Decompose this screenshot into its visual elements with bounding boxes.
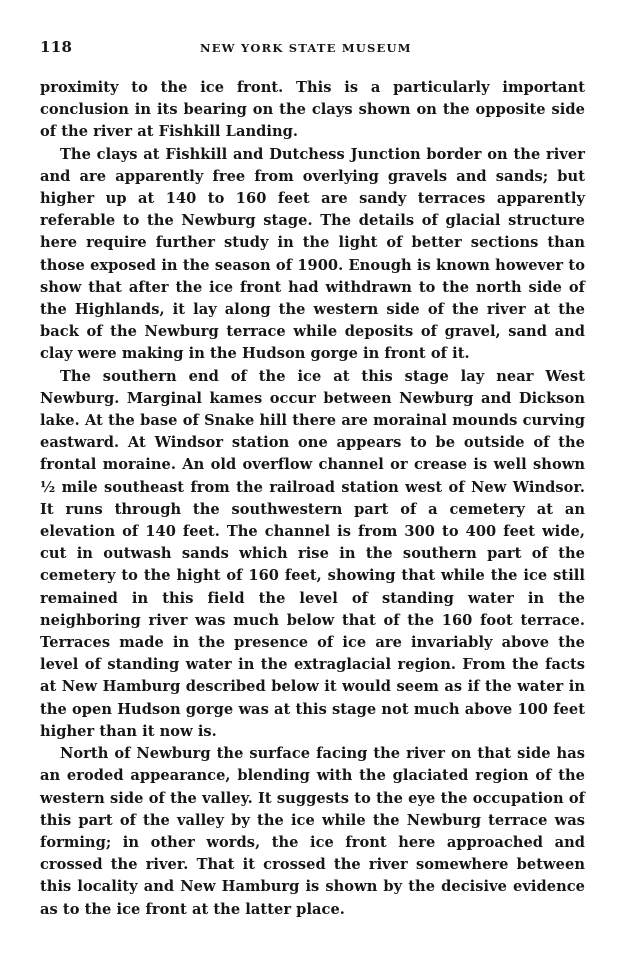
paragraph-continuation: proximity to the ice front. This is a particularly important conclusion in its bearing on the clays shown on the opposite side of the river at Fishkill Landing. <box>40 79 585 141</box>
paragraph-north-of-newburg: North of Newburg the surface facing the river on that side has an eroded appearance, blending with the glaciated region of the western side of the valley. It suggests to the eye the occupation of this part of the valley by the ice while the Newburg terrace was forming; in other words, the ice front here approached and crossed the river. That it crossed the river somewhere between this locality and New Hamburg is shown by the decisive evidence as to the ice front at the latter place. <box>40 745 585 918</box>
running-head: NEW YORK STATE MUSEUM <box>200 41 412 55</box>
page-header <box>40 38 585 62</box>
paragraph-fishkill-clays: The clays at Fishkill and Dutchess Junction border on the river and are apparently free from overlying gravels and sands; but higher up at 140 to 160 feet are sandy terraces apparently referable to the Newburg stage. The details of glacial structure here require further study in the light of better sections than those exposed in the season of 1900. Enough is known however to show that after the ice front had withdrawn to the north side of the Highlands, it lay along the western side of the river at the back of the Newburg terrace while deposits of gravel, sand and clay were making in the Hudson gorge in front of it. <box>40 145 585 363</box>
page-number: 118 <box>40 38 73 56</box>
body-text <box>40 77 585 921</box>
paragraph-southern-ice-end: The southern end of the ice at this stage lay near West Newburg. Marginal kames occur between Newburg and Dickson lake. At the base of Snake hill there are morainal mounds curving eastward. At Windsor station one appears to be outside of the frontal moraine. An old overflow channel or crease is well shown ½ mile southeast from the railroad station west of New Windsor. It runs through the southwestern part of a cemetery at an elevation of 140 feet. The channel is from 300 to 400 feet wide, cut in outwash sands which rise in the southern part of the cemetery to the hight of 160 feet, showing that while the ice still remained in this field the level of standing water in the neighboring river was much below that of the 160 foot terrace. Terraces made in the presence of ice are invariably above the level of standing water in the extraglacial region. From the facts at New Hamburg described below it would seem as if the water in the open Hudson gorge was at this stage not much above 100 feet higher than it now is. <box>40 367 585 740</box>
